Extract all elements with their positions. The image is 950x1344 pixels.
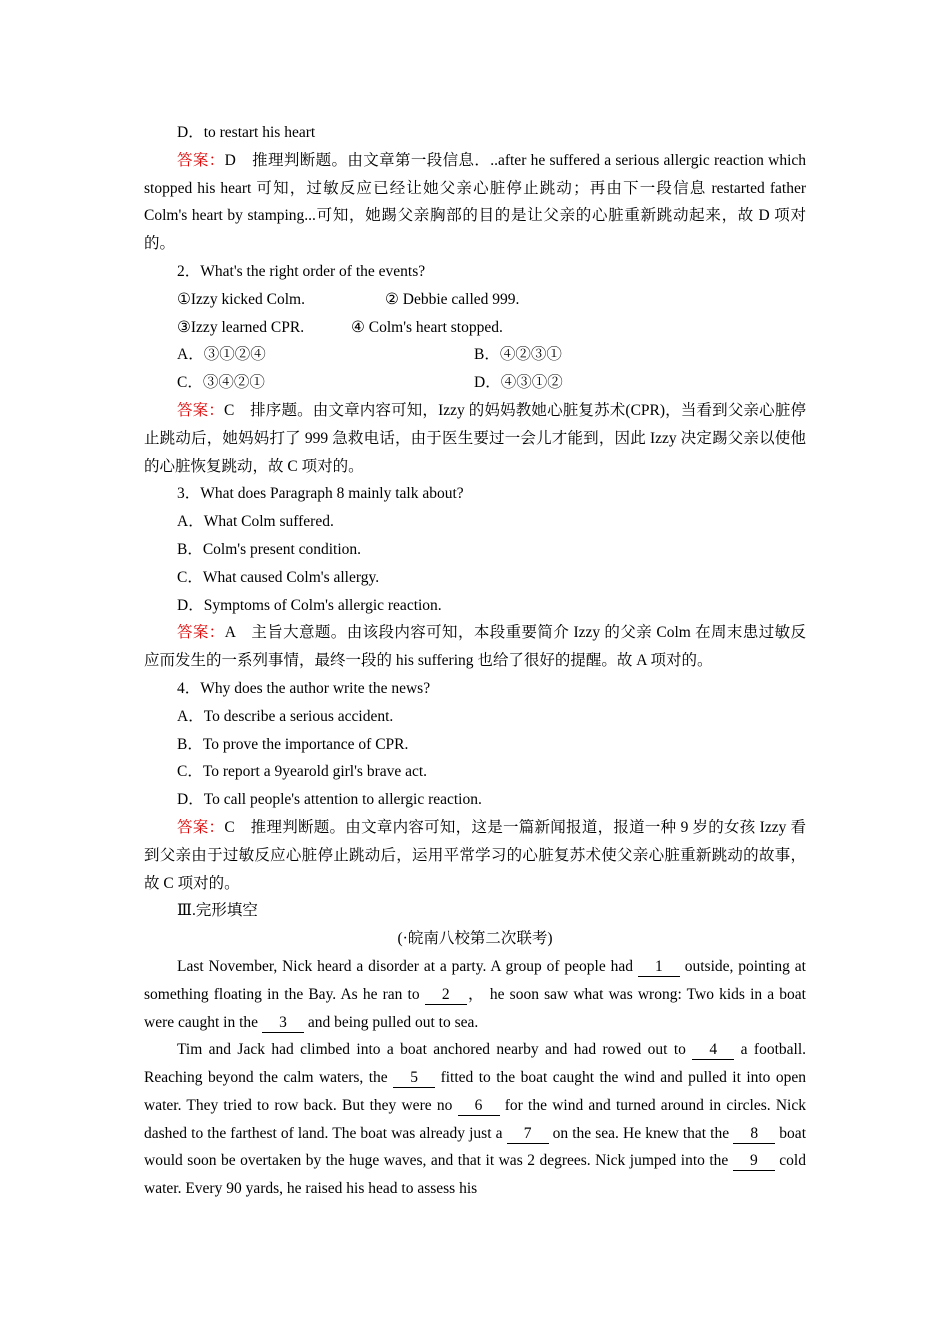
answer-4 bbox=[144, 814, 806, 897]
blank-3: 3 bbox=[262, 1014, 304, 1033]
blank-4: 4 bbox=[692, 1041, 734, 1060]
passage-paragraph-1 bbox=[144, 953, 806, 1036]
event-3: ③Izzy learned CPR. bbox=[177, 318, 305, 336]
document-page bbox=[144, 119, 806, 1203]
passage-text: ， he soon saw what was wrong: Two kids in a boat were caught in the bbox=[144, 985, 806, 1031]
passage-paragraph-2 bbox=[144, 1036, 806, 1203]
q3-option-d: D．Symptoms of Colm's allergic reaction. bbox=[177, 596, 442, 614]
q4-option-b: B．To prove the importance of CPR. bbox=[177, 735, 409, 753]
q2-options-row-2 bbox=[144, 369, 806, 397]
q4-option-c: C．To report a 9yearold girl's brave act. bbox=[177, 763, 428, 781]
q2-options-row-1 bbox=[144, 341, 806, 369]
answer-text: C 排序题。由文章内容可知，Izzy 的妈妈教她心脏复苏术(CPR)，当看到父亲心脏停止跳动后，她妈妈打了 999 急救电话，由于医生要过一会儿才能到，因此 Izzy 决定踢父亲以使他的心脏恢复跳动，故 C 项对的。 bbox=[144, 401, 806, 475]
blank-8: 8 bbox=[733, 1125, 775, 1144]
answer-label: 答案： bbox=[177, 401, 224, 419]
answer-text: A 主旨大意题。由该段内容可知，本段重要简介 Izzy 的父亲 Colm 在周末患过敏反应而发生的一系列事情，最终一段的 his suffering 也给了很好的提醒。故 A 项对的。 bbox=[144, 624, 806, 670]
q2-events-row-1 bbox=[144, 286, 806, 314]
event-2: ② Debbie called 999. bbox=[385, 290, 520, 308]
passage-text: on the sea. He knew that the bbox=[548, 1124, 734, 1142]
answer-2 bbox=[144, 397, 806, 480]
passage-text: fitted to the boat caught the wind and pulled it into open water. They tried to row back. But they were no bbox=[144, 1069, 806, 1114]
passage-text: a football. Reaching beyond the calm waters, the bbox=[144, 1041, 806, 1087]
passage-text: Tim and Jack had climbed into a boat anchored nearby and had rowed out to bbox=[177, 1041, 693, 1059]
q4-option-a: A．To describe a serious accident. bbox=[177, 707, 394, 725]
event-4: ④ Colm's heart stopped. bbox=[351, 318, 503, 336]
q3-stem: 3．What does Paragraph 8 mainly talk about? bbox=[177, 485, 464, 503]
q4-stem: 4．Why does the author write the news? bbox=[177, 679, 431, 697]
option-a: A．③①②④ bbox=[177, 346, 266, 364]
q1-option-d: D．to restart his heart bbox=[177, 124, 316, 141]
answer-text: C 推理判断题。由文章内容可知，这是一篇新闻报道，报道一种 9 岁的女孩 Izzy 看到父亲由于过敏反应心脏停止跳动后，运用平常学习的心脏复苏术使父亲心脏重新跳动的故事，故 C 项对的。 bbox=[144, 818, 806, 892]
passage-text: and being pulled out to sea. bbox=[303, 1013, 479, 1031]
blank-2: 2 bbox=[425, 986, 467, 1005]
answer-label: 答案： bbox=[177, 624, 225, 642]
q2-events-row-2 bbox=[144, 314, 806, 342]
passage-text: outside, pointing at something floating in the Bay. As he ran to bbox=[144, 957, 806, 1003]
q3-option-b: B．Colm's present condition. bbox=[177, 540, 362, 558]
q3-option-c: C．What caused Colm's allergy. bbox=[177, 568, 380, 586]
passage-text: Last November, Nick heard a disorder at a party. A group of people had bbox=[177, 957, 638, 975]
q4-option-d: D．To call people's attention to allergic reaction. bbox=[177, 791, 482, 809]
blank-7: 7 bbox=[507, 1125, 549, 1144]
answer-label: 答案： bbox=[177, 151, 225, 169]
section-heading: Ⅲ.完形填空 bbox=[177, 902, 258, 920]
passage-text: for the wind and turned around in circles. Nick dashed to the farthest of land. The boat was already just a bbox=[144, 1096, 806, 1142]
option-c: C．③④②① bbox=[177, 374, 265, 392]
passage-text: boat would soon be overtaken by the huge waves, and that it was 2 degrees. Nick jumped into the bbox=[144, 1124, 806, 1170]
answer-text: D 推理判断题。由文章第一段信息．..after he suffered a serious allergic reaction which stopped his heart 可知，过敏反应已经让她父亲心脏停止跳动；再由下一段信息 restarted father Colm's heart by stamping...可知，她踢父亲胸部的目的是让父亲的心脏重新跳动起来，故 D 项对的。 bbox=[144, 151, 806, 253]
passage-text: cold water. Every 90 yards, he raised his head to assess his bbox=[144, 1152, 806, 1198]
section-source: (·皖南八校第二次联考) bbox=[397, 930, 553, 948]
blank-6: 6 bbox=[458, 1097, 500, 1116]
blank-9: 9 bbox=[733, 1152, 775, 1171]
q3-option-a: A．What Colm suffered. bbox=[177, 513, 334, 531]
q2-stem: 2．What's the right order of the events? bbox=[177, 262, 426, 280]
option-b: B．④②③① bbox=[474, 346, 562, 364]
answer-label: 答案： bbox=[177, 818, 225, 836]
option-d: D．④③①② bbox=[474, 374, 563, 392]
blank-5: 5 bbox=[393, 1069, 435, 1088]
event-1: ①Izzy kicked Colm. bbox=[177, 290, 305, 308]
blank-1: 1 bbox=[638, 958, 680, 977]
answer-1 bbox=[144, 147, 806, 258]
answer-3 bbox=[144, 619, 806, 675]
